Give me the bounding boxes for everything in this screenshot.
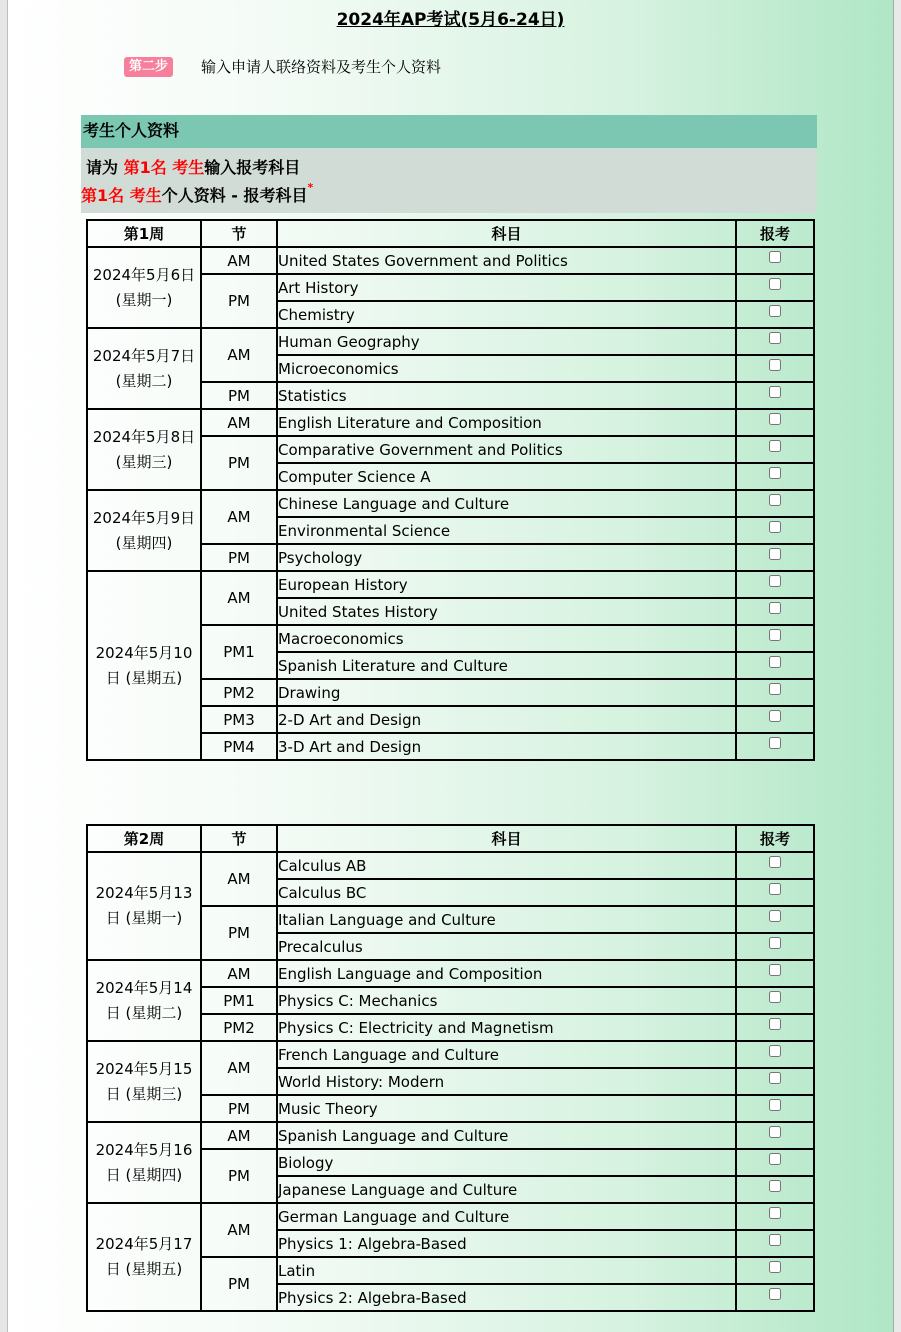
- subject-name: Italian Language and Culture: [277, 906, 736, 933]
- session-label: AM: [201, 1041, 277, 1095]
- candidate-highlight: 第1名 考生: [123, 158, 205, 177]
- register-checkbox[interactable]: [769, 1153, 781, 1165]
- register-checkbox[interactable]: [769, 602, 781, 614]
- exam-weekday: 日 (星期二): [105, 1003, 183, 1022]
- register-checkbox[interactable]: [769, 1288, 781, 1300]
- subject-name: French Language and Culture: [277, 1041, 736, 1068]
- subject-name: Physics 1: Algebra-Based: [277, 1230, 736, 1257]
- register-checkbox[interactable]: [769, 629, 781, 641]
- register-checkbox[interactable]: [769, 1045, 781, 1057]
- session-header: 节: [201, 825, 277, 852]
- table-row: [87, 1041, 814, 1068]
- week-header: 第1周: [87, 220, 201, 247]
- step-indicator: [124, 56, 441, 78]
- register-checkbox[interactable]: [769, 1261, 781, 1273]
- register-checkbox[interactable]: [769, 521, 781, 533]
- exam-date: [87, 1122, 201, 1203]
- session-label: PM: [201, 1149, 277, 1203]
- instruction-prefix: 请为: [86, 158, 124, 177]
- table-row: [87, 1122, 814, 1149]
- register-cell: [736, 1203, 814, 1230]
- register-cell: [736, 625, 814, 652]
- subject-name: Environmental Science: [277, 517, 736, 544]
- subject-header: 科目: [277, 220, 736, 247]
- register-checkbox[interactable]: [769, 1018, 781, 1030]
- register-cell: [736, 274, 814, 301]
- register-cell: [736, 960, 814, 987]
- session-label: PM: [201, 544, 277, 571]
- register-checkbox[interactable]: [769, 440, 781, 452]
- session-label: PM2: [201, 679, 277, 706]
- exam-date-text: 2024年5月6日: [92, 265, 196, 284]
- register-cell: [736, 733, 814, 760]
- subject-name: 2-D Art and Design: [277, 706, 736, 733]
- register-cell: [736, 1257, 814, 1284]
- subject-name: Latin: [277, 1257, 736, 1284]
- register-cell: [736, 355, 814, 382]
- exam-date: [87, 960, 201, 1041]
- exam-date-text: 2024年5月10: [95, 643, 193, 662]
- register-cell: [736, 490, 814, 517]
- register-cell: [736, 906, 814, 933]
- exam-weekday: (星期四): [115, 533, 173, 552]
- subject-name: Chinese Language and Culture: [277, 490, 736, 517]
- register-header: 报考: [736, 825, 814, 852]
- table-row: [87, 490, 814, 517]
- section-header: 考生个人资料: [81, 115, 817, 148]
- subject-name: Chemistry: [277, 301, 736, 328]
- table-row: [87, 247, 814, 274]
- register-checkbox[interactable]: [769, 964, 781, 976]
- subject-name: United States Government and Politics: [277, 247, 736, 274]
- register-checkbox[interactable]: [769, 251, 781, 263]
- subject-name: Spanish Language and Culture: [277, 1122, 736, 1149]
- register-cell: [736, 679, 814, 706]
- table-row: [87, 1203, 814, 1230]
- exam-date: [87, 1203, 201, 1311]
- exam-weekday: (星期二): [115, 371, 173, 390]
- subject-name: Statistics: [277, 382, 736, 409]
- register-checkbox[interactable]: [769, 467, 781, 479]
- register-checkbox[interactable]: [769, 937, 781, 949]
- exam-date: [87, 1041, 201, 1122]
- session-label: AM: [201, 571, 277, 625]
- register-checkbox[interactable]: [769, 991, 781, 1003]
- register-checkbox[interactable]: [769, 332, 781, 344]
- register-checkbox[interactable]: [769, 1180, 781, 1192]
- subject-name: Physics C: Mechanics: [277, 987, 736, 1014]
- register-checkbox[interactable]: [769, 548, 781, 560]
- register-cell: [736, 852, 814, 879]
- exam-date-text: 2024年5月8日: [92, 427, 196, 446]
- register-cell: [736, 1068, 814, 1095]
- session-label: AM: [201, 1203, 277, 1257]
- subject-name: German Language and Culture: [277, 1203, 736, 1230]
- subject-name: Drawing: [277, 679, 736, 706]
- subject-name: Spanish Literature and Culture: [277, 652, 736, 679]
- register-checkbox[interactable]: [769, 1126, 781, 1138]
- table-row: [87, 960, 814, 987]
- exam-weekday: (星期三): [115, 452, 173, 471]
- week-1-schedule-table: [86, 219, 815, 761]
- register-cell: [736, 409, 814, 436]
- register-cell: [736, 463, 814, 490]
- subject-name: Art History: [277, 274, 736, 301]
- register-checkbox[interactable]: [769, 1099, 781, 1111]
- register-checkbox[interactable]: [769, 359, 781, 371]
- instruction-line-2: [81, 183, 313, 206]
- exam-weekday: 日 (星期五): [105, 1260, 183, 1278]
- session-label: PM: [201, 906, 277, 960]
- subject-name: Comparative Government and Politics: [277, 436, 736, 463]
- subject-name: Calculus BC: [277, 879, 736, 906]
- register-checkbox[interactable]: [769, 278, 781, 290]
- subject-name: World History: Modern: [277, 1068, 736, 1095]
- register-cell: [736, 1095, 814, 1122]
- session-label: AM: [201, 247, 277, 274]
- instruction-suffix-2: 个人资料 - 报考科目: [161, 186, 308, 205]
- session-label: AM: [201, 960, 277, 987]
- register-cell: [736, 517, 814, 544]
- register-checkbox[interactable]: [769, 413, 781, 425]
- exam-date-text: 2024年5月7日: [92, 346, 196, 365]
- exam-date: [87, 247, 201, 328]
- register-cell: [736, 544, 814, 571]
- week-2-table-wrap: [86, 824, 815, 1312]
- exam-date-text: 2024年5月14: [95, 978, 193, 997]
- register-checkbox[interactable]: [769, 910, 781, 922]
- session-header: 节: [201, 220, 277, 247]
- session-label: PM2: [201, 1014, 277, 1041]
- candidate-highlight-2: 第1名 考生: [81, 186, 162, 205]
- register-checkbox[interactable]: [769, 494, 781, 506]
- register-cell: [736, 933, 814, 960]
- subject-name: Computer Science A: [277, 463, 736, 490]
- subject-name: Human Geography: [277, 328, 736, 355]
- subject-name: Biology: [277, 1149, 736, 1176]
- week-2-schedule-table: [86, 824, 815, 1312]
- register-checkbox[interactable]: [769, 856, 781, 868]
- session-label: PM4: [201, 733, 277, 760]
- session-label: AM: [201, 1122, 277, 1149]
- register-cell: [736, 328, 814, 355]
- register-checkbox[interactable]: [769, 386, 781, 398]
- register-checkbox[interactable]: [769, 656, 781, 668]
- table-header-row: [87, 825, 814, 852]
- register-cell: [736, 987, 814, 1014]
- session-label: PM3: [201, 706, 277, 733]
- register-checkbox[interactable]: [769, 883, 781, 895]
- exam-date-text: 2024年5月15: [95, 1059, 193, 1078]
- register-checkbox[interactable]: [769, 1072, 781, 1084]
- instruction-line-1: [86, 155, 300, 178]
- step-badge: 第二步: [124, 57, 173, 77]
- subject-name: Psychology: [277, 544, 736, 571]
- subject-name: 3-D Art and Design: [277, 733, 736, 760]
- exam-date-text: 2024年5月13: [95, 884, 193, 902]
- session-label: PM1: [201, 987, 277, 1014]
- session-label: AM: [201, 328, 277, 382]
- subject-name: Microeconomics: [277, 355, 736, 382]
- page-title: 2024年AP考试(5月6-24日): [336, 10, 565, 30]
- register-header: 报考: [736, 220, 814, 247]
- exam-date-text: 2024年5月16: [95, 1140, 193, 1159]
- session-label: PM: [201, 382, 277, 409]
- window-left-border: [0, 0, 8, 1332]
- exam-date: [87, 490, 201, 571]
- register-cell: [736, 1122, 814, 1149]
- session-label: AM: [201, 852, 277, 906]
- exam-weekday: 日 (星期四): [105, 1165, 183, 1184]
- subject-name: Macroeconomics: [277, 625, 736, 652]
- register-cell: [736, 879, 814, 906]
- session-label: PM: [201, 436, 277, 490]
- register-checkbox[interactable]: [769, 710, 781, 722]
- exam-weekday: 日 (星期三): [105, 1084, 183, 1103]
- register-cell: [736, 1284, 814, 1311]
- subject-name: Precalculus: [277, 933, 736, 960]
- exam-weekday: (星期一): [115, 290, 173, 309]
- table-row: [87, 409, 814, 436]
- exam-date: [87, 852, 201, 960]
- session-label: AM: [201, 409, 277, 436]
- exam-date: [87, 409, 201, 490]
- register-checkbox[interactable]: [769, 1207, 781, 1219]
- register-cell: [736, 1014, 814, 1041]
- week-header: 第2周: [87, 825, 201, 852]
- register-checkbox[interactable]: [769, 305, 781, 317]
- exam-date: [87, 571, 201, 760]
- register-checkbox[interactable]: [769, 683, 781, 695]
- table-header-row: [87, 220, 814, 247]
- window-scrollbar[interactable]: [893, 0, 901, 1332]
- subject-name: United States History: [277, 598, 736, 625]
- session-label: PM1: [201, 625, 277, 679]
- register-cell: [736, 1149, 814, 1176]
- register-cell: [736, 598, 814, 625]
- table-row: [87, 852, 814, 879]
- register-cell: [736, 382, 814, 409]
- exam-date: [87, 328, 201, 409]
- register-cell: [736, 652, 814, 679]
- instruction-suffix: 输入报考科目: [204, 158, 301, 177]
- subject-name: English Literature and Composition: [277, 409, 736, 436]
- table-row: [87, 328, 814, 355]
- exam-date-text: 2024年5月9日: [92, 508, 196, 527]
- table-row: [87, 571, 814, 598]
- register-cell: [736, 1176, 814, 1203]
- subject-name: Japanese Language and Culture: [277, 1176, 736, 1203]
- instruction-box: [81, 148, 817, 213]
- subject-name: Calculus AB: [277, 852, 736, 879]
- session-label: PM: [201, 1095, 277, 1122]
- subject-name: Physics 2: Algebra-Based: [277, 1284, 736, 1311]
- week-1-table-wrap: [86, 219, 815, 761]
- exam-weekday: 日 (星期一): [105, 909, 183, 927]
- register-cell: [736, 706, 814, 733]
- step-description: 输入申请人联络资料及考生个人资料: [201, 58, 442, 76]
- register-cell: [736, 247, 814, 274]
- required-mark: *: [307, 181, 314, 194]
- exam-date-text: 2024年5月17: [95, 1235, 193, 1253]
- subject-name: Physics C: Electricity and Magnetism: [277, 1014, 736, 1041]
- subject-name: European History: [277, 571, 736, 598]
- register-cell: [736, 436, 814, 463]
- subject-header: 科目: [277, 825, 736, 852]
- session-label: PM: [201, 274, 277, 328]
- register-cell: [736, 1041, 814, 1068]
- subject-name: English Language and Composition: [277, 960, 736, 987]
- register-cell: [736, 571, 814, 598]
- exam-weekday: 日 (星期五): [105, 668, 183, 687]
- register-checkbox[interactable]: [769, 737, 781, 749]
- student-info-panel: [81, 115, 817, 213]
- register-checkbox[interactable]: [769, 575, 781, 587]
- register-checkbox[interactable]: [769, 1234, 781, 1246]
- session-label: PM: [201, 1257, 277, 1311]
- register-cell: [736, 301, 814, 328]
- subject-name: Music Theory: [277, 1095, 736, 1122]
- session-label: AM: [201, 490, 277, 544]
- register-cell: [736, 1230, 814, 1257]
